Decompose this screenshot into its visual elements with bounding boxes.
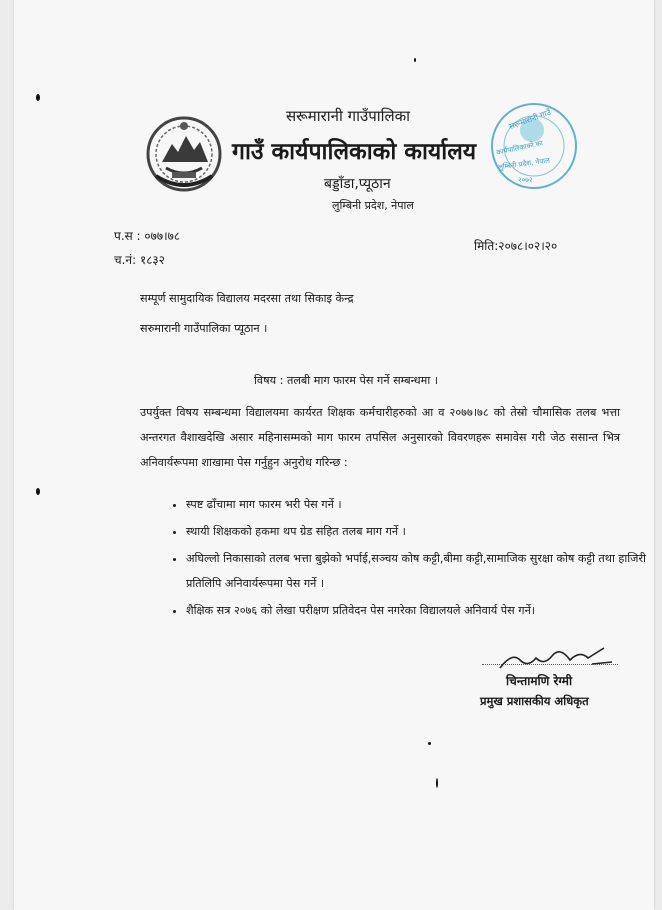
office-name: गाउँ कार्यपालिकाको कार्यालय (232, 139, 477, 165)
municipality-name: सरूमारानी गाउँपालिका (286, 107, 411, 125)
nepal-emblem-icon (142, 112, 226, 196)
signatory-name: चिन्तामणि रेग्मी (506, 674, 573, 688)
list-item: • अघिल्लो निकासाको तलब भत्ता बुझेको भर्पाई,सञ्चय कोष कट्टी,बीमा कट्टी,सामाजिक सुरक्षा कोष कट्टी तथा हाजिरी प्रतिलिपि अनिवार्यरूपमा पेस गर्ने । (186, 546, 646, 596)
letter-date: मिति:२०७८।०२।२० (474, 239, 558, 253)
letter-page (14, 0, 654, 910)
body-paragraph: उपर्युक्त विषय सम्बन्धमा विद्यालयमा कार्यरत शिक्षक कर्मचारीहरुको आ व २०७७।७८ को तेस्रो चौमासिक तलब भत्ता अन्तरगत वैशाखदेखि असार महिनासम्मको माग फारम तपसिल अनुसारको विवरणहरू समावेस गरी जेठ ससान्त भित्र अनिवार्यरूपमा शाखामा पेस गर्नुहुन अनुरोध गरिन्छ : (140, 406, 620, 469)
list-item: • स्थायी शिक्षकको हकमा थप ग्रेड सहित तलब माग गर्ने । (186, 519, 646, 544)
ref-chalani: च.नं: १८३२ (114, 253, 165, 267)
stamp-year: २०७२ (518, 176, 533, 184)
stamp-line3: लुम्बिनी प्रदेश, नेपाल (497, 156, 551, 172)
office-province: लुम्बिनी प्रदेश, नेपाल (332, 199, 414, 212)
scan-speck (436, 778, 438, 788)
stamp-line1: सरूमारानी गाउँ (507, 107, 553, 132)
recipient-line2: सरुमारानी गाउँपालिका प्यूठान । (140, 322, 268, 335)
official-stamp (488, 100, 580, 192)
list-item: • स्पष्ट ढाँचामा माग फारम भरी पेस गर्ने । (186, 492, 646, 517)
list-item: • शैक्षिक सत्र २०७६ को लेखा परीक्षण प्रतिवेदन पेस नगरेका विद्यालयले अनिवार्य पेस गर्ने। (186, 598, 646, 623)
requirements-list (164, 492, 646, 625)
letter-subject: विषय : तलबी माग फारम पेस गर्ने सम्बन्धमा । (254, 374, 439, 387)
stamp-line2: कार्यपालिकाको का (495, 139, 544, 157)
signature-line (482, 664, 618, 665)
office-location: बड्डाँडा,प्यूठान (324, 176, 391, 192)
ref-ps: प.स : ०७७।७८ (114, 229, 181, 243)
scan-speck (36, 488, 40, 495)
signatory-title: प्रमुख प्रशासकीय अधिकृत (480, 694, 589, 708)
scan-speck (36, 94, 40, 101)
scan-speck (428, 742, 431, 745)
scan-speck (414, 58, 416, 62)
recipient-line1: सम्पूर्ण सामुदायिक विद्यालय मदरसा तथा सिकाइ केन्द्र (140, 292, 354, 305)
